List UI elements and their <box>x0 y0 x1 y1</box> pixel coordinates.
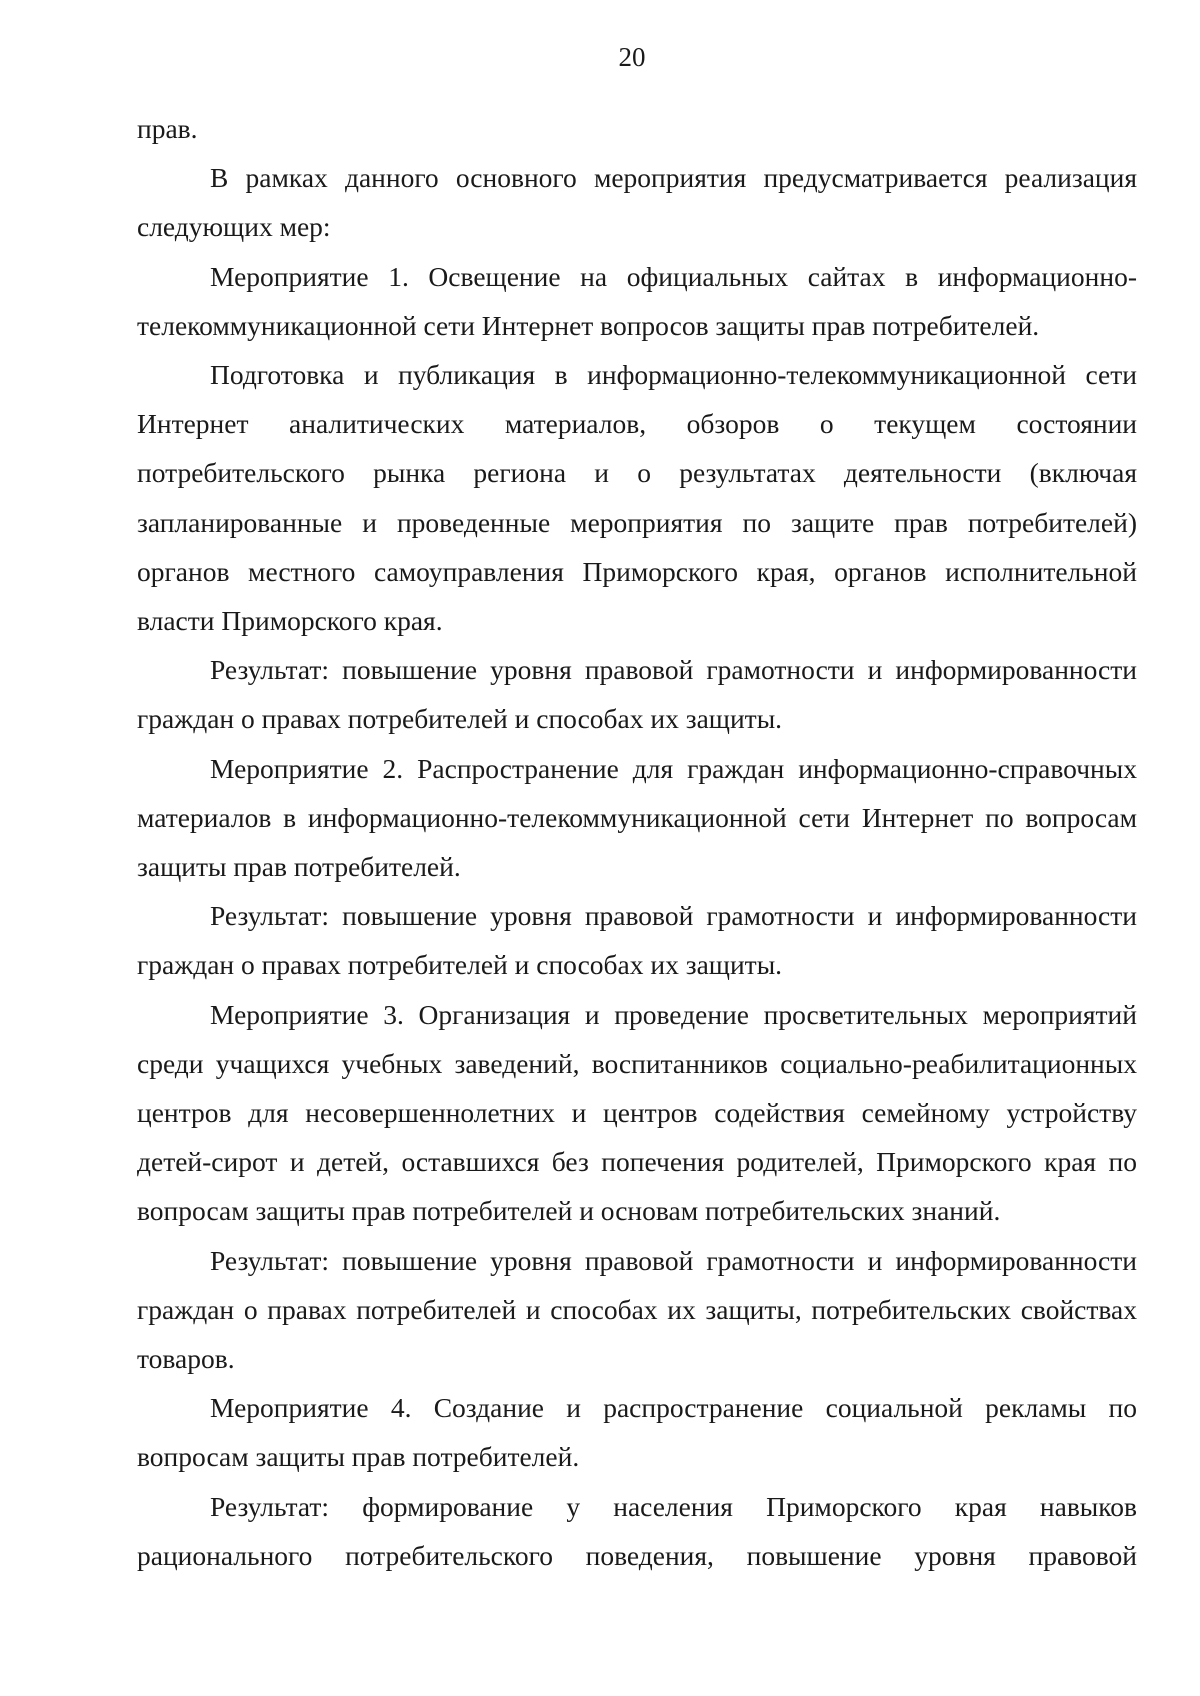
paragraph-measure-4: Мероприятие 4. Создание и распространение социальной рекламы по вопросам защиты прав потребителей. <box>137 1392 1137 1473</box>
page-number: 20 <box>618 42 646 72</box>
paragraph-continuation: прав. <box>137 113 198 144</box>
paragraph-intro: В рамках данного основного мероприятия предусматривается реализация следующих мер: <box>137 162 1137 243</box>
paragraph-measure-1: Мероприятие 1. Освещение на официальных сайтах в информационно-телекоммуникационной сети Интернет вопросов защиты прав потребителей. <box>137 260 1137 341</box>
paragraph-measure-3: Мероприятие 3. Организация и проведение просветительных мероприятий среди учащихся учебных заведений, воспитанников социально-реабилитационных центров для несовершеннолетних и центров содействия семейному устройству детей-сирот и детей, оставшихся без попечения родителей, Приморского края по вопросам защиты прав потребителей и основам потребительских знаний. <box>137 998 1137 1227</box>
paragraph-measure-2: Мероприятие 2. Распространение для граждан информационно-справочных материалов в информационно-телекоммуникационной сети Интернет по вопросам защиты прав потребителей. <box>137 752 1137 883</box>
paragraph-measure-1-details: Подготовка и публикация в информационно-телекоммуникационной сети Интернет аналитических материалов, обзоров о текущем состоянии потребительского рынка региона и о результатах деятельности (включая запланированные и проведенные мероприятия по защите прав потребителей) органов местного самоуправления Приморского края, органов исполнительной власти Приморского края. <box>137 359 1137 637</box>
paragraph-result-4: Результат: формирование у населения Приморского края навыков рационального потребительского поведения, повышение уровня правовой <box>137 1490 1137 1571</box>
paragraph-result-1: Результат: повышение уровня правовой грамотности и информированности граждан о правах потребителей и способах их защиты. <box>137 654 1137 735</box>
paragraph-result-3: Результат: повышение уровня правовой грамотности и информированности граждан о правах потребителей и способах их защиты, потребительских свойствах товаров. <box>137 1244 1137 1375</box>
paragraph-result-2: Результат: повышение уровня правовой грамотности и информированности граждан о правах потребителей и способах их защиты. <box>137 900 1137 981</box>
document-body <box>137 104 1137 1580</box>
